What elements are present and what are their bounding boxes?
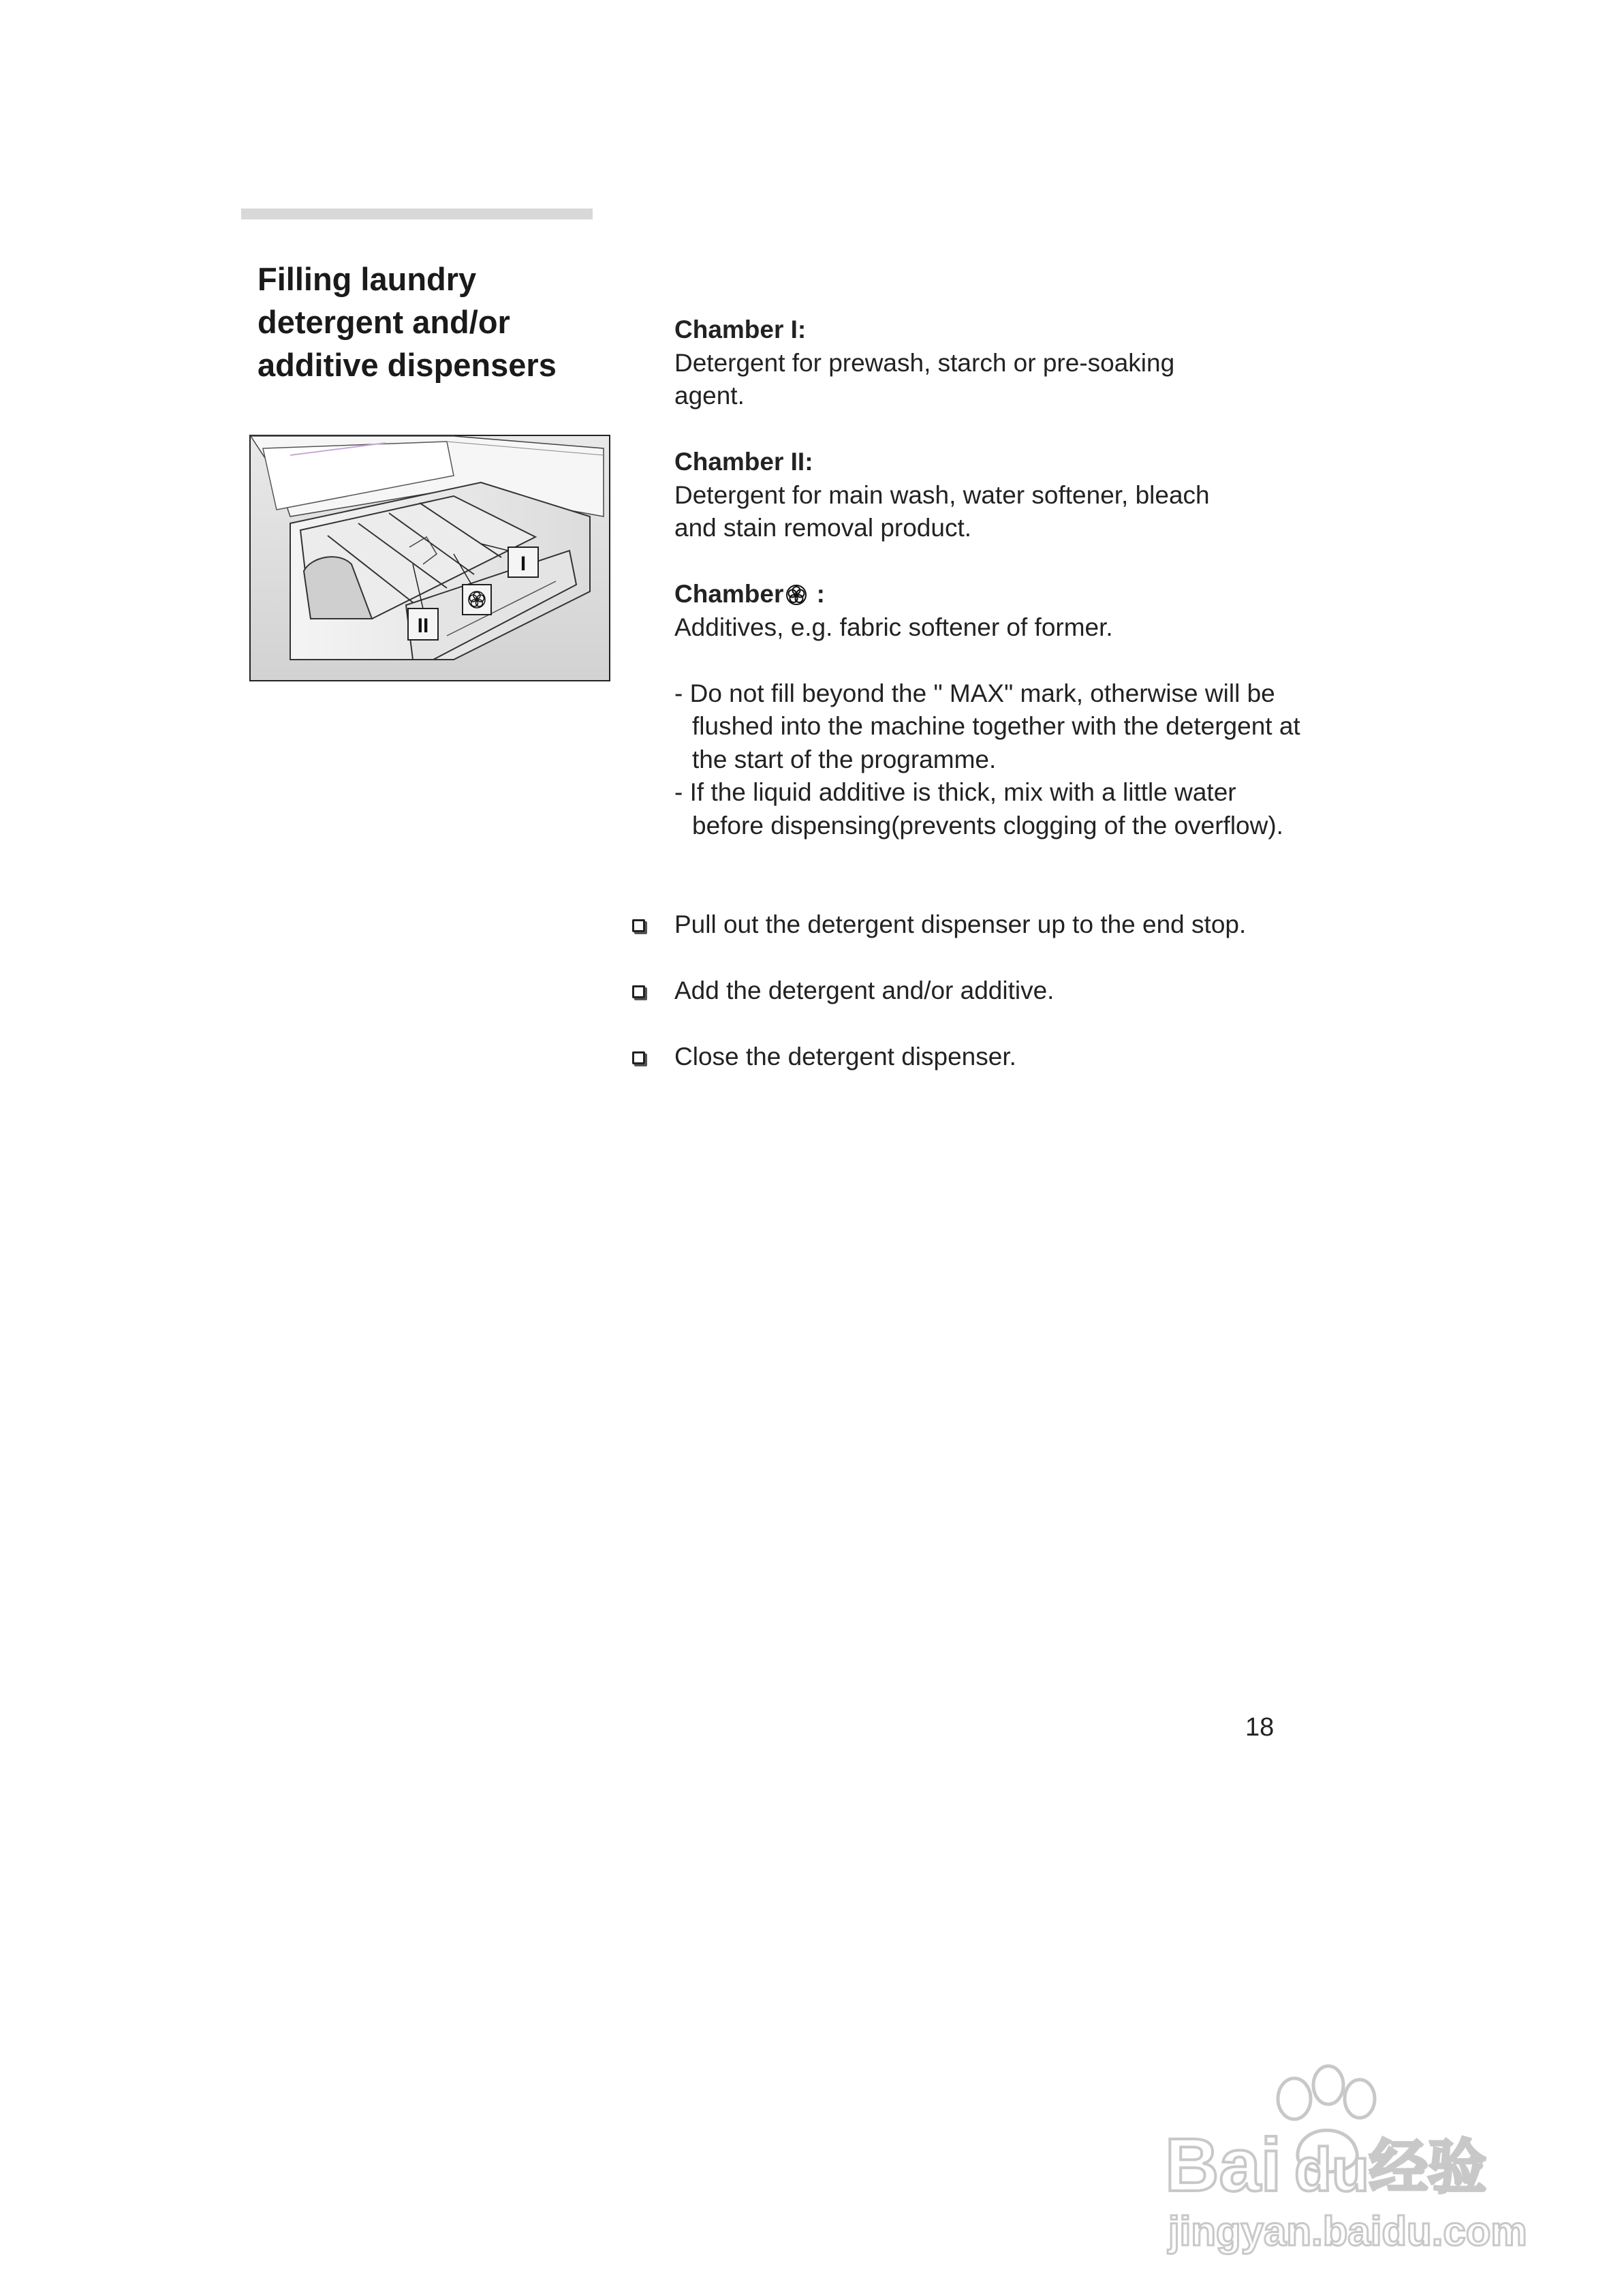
checkbox-bullet-icon <box>632 1051 645 1064</box>
detergent-dispenser-illustration <box>249 435 610 681</box>
chamber-1-text: agent. <box>674 382 745 410</box>
chamber-descriptions <box>674 313 1301 842</box>
softener-heading-suffix: : <box>809 580 825 608</box>
watermark-brand-suffix: du <box>1294 2136 1369 2204</box>
chamber-1-heading: Chamber I: <box>674 315 807 343</box>
list-item <box>632 974 1300 1008</box>
step-text: Add the detergent and/or additive. <box>674 976 1055 1004</box>
chamber-1-label: I <box>520 553 527 575</box>
note-max-mark: - Do not fill beyond the " MAX" mark, otherwise will be flushed into the machine together with the detergent at the start of the programme. <box>674 679 1300 773</box>
chamber-1-text: Detergent for prewash, starch or pre-soaking <box>674 348 1175 377</box>
section-rule <box>241 209 593 219</box>
step-text: Pull out the detergent dispenser up to the end stop. <box>674 910 1247 938</box>
softener-chamber-heading <box>674 578 1301 611</box>
instruction-steps <box>632 908 1300 1107</box>
checkbox-bullet-icon <box>632 985 645 998</box>
chamber-2-text: and stain removal product. <box>674 514 972 542</box>
softener-chamber-text: Additives, e.g. fabric softener of former. <box>674 613 1113 641</box>
page-number: 18 <box>1245 1713 1275 1742</box>
list-item <box>632 908 1300 942</box>
title-line: Filling laundry <box>257 261 477 297</box>
softener-label-box <box>463 585 491 615</box>
chamber-2-text: Detergent for main wash, water softener, bleach <box>674 480 1210 509</box>
title-line: detergent and/or <box>257 304 510 340</box>
baidu-jingyan-watermark <box>1158 2058 1553 2262</box>
flower-icon <box>785 583 808 606</box>
chamber-2-heading: Chamber II: <box>674 448 813 476</box>
title-line: additive dispensers <box>257 347 557 383</box>
note-thick-additive: - If the liquid additive is thick, mix with a little water before dispensing(prevents clogging of the overflow). <box>674 778 1283 840</box>
step-text: Close the detergent dispenser. <box>674 1043 1016 1071</box>
chamber-2-label: II <box>417 615 429 637</box>
section-title <box>257 258 612 386</box>
softener-heading-prefix: Chamber <box>674 580 784 608</box>
watermark-cn-text: 经验 <box>1369 2134 1486 2202</box>
watermark-url: jingyan.baidu.com <box>1168 2208 1527 2254</box>
list-item <box>632 1041 1300 1074</box>
watermark-brand: Bai <box>1165 2123 1282 2207</box>
checkbox-bullet-icon <box>632 919 645 932</box>
